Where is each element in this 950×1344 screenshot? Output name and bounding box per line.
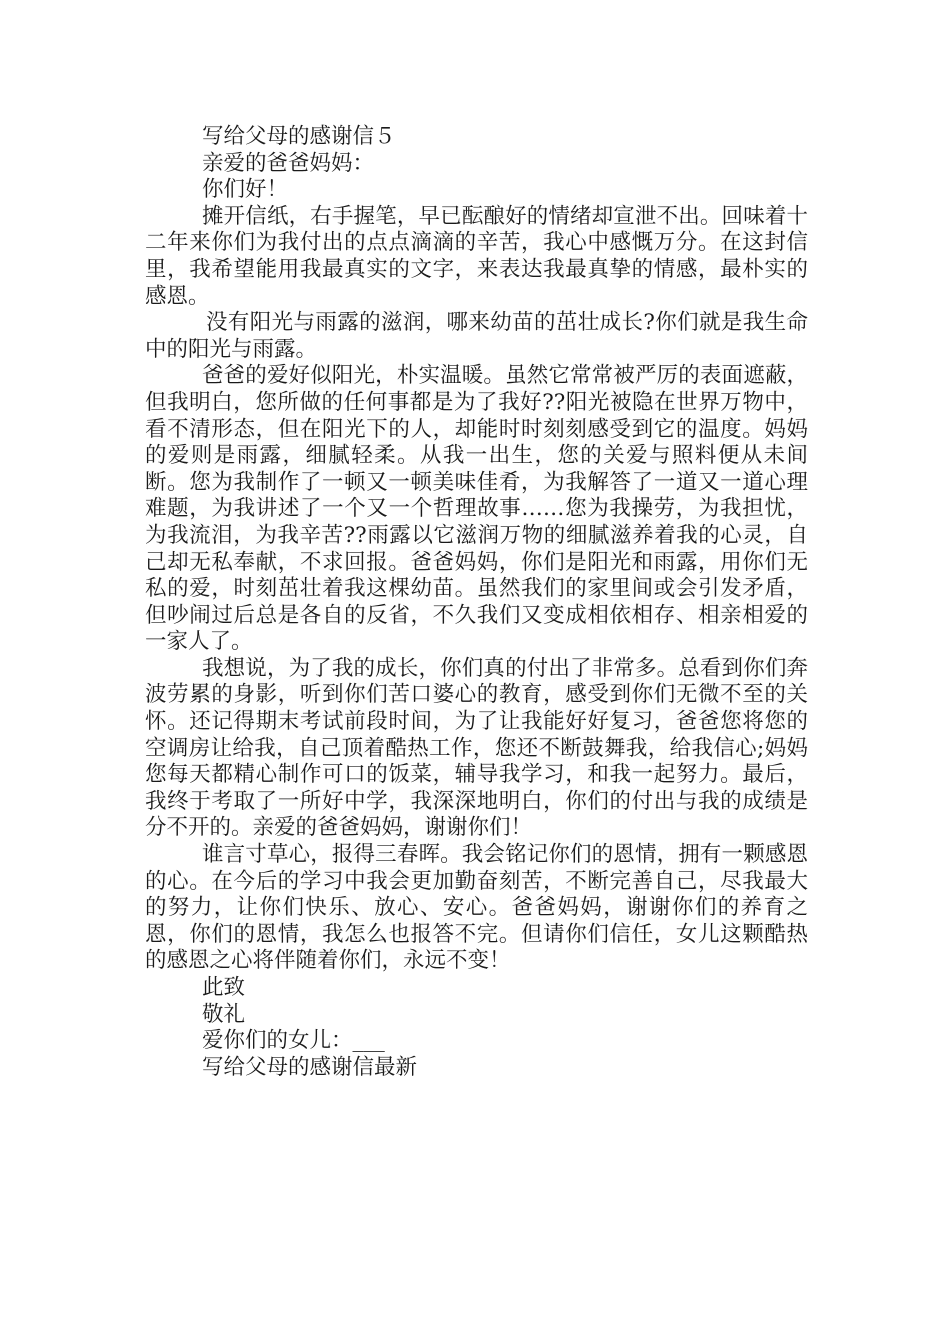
closing-respectfully: 此致 xyxy=(202,975,246,1000)
salutation: 亲爱的爸爸妈妈： xyxy=(202,150,375,176)
closing-salute: 敬礼 xyxy=(202,1001,246,1027)
paragraph-3: 爸爸的爱好似阳光，朴实温暖。虽然它常常被严厉的表面遮蔽，但我明白，您所做的任何事都是为了我好??阳光被隐在世界万物中，看不清形态，但在阳光下的人，却能时时刻刻感受到它的温度。妈妈的爱则是雨露，细腻轻柔。从我一出生，您的关爱与照料便从未间断。您为我制作了一顿又一顿美味佳肴，为我解答了一道又一道心理难题，为我讲述了一个又一个哲理故事……您为我操劳，为我担忧，为我流泪，为我辛苦??雨露以它滋润万物的细腻滋养着我的心灵，自己却无私奉献，不求回报。爸爸妈妈，你们是阳光和雨露，用你们无私的爱，时刻茁壮着我这棵幼苗。虽然我们的家里间或会引发矛盾，但吵闹过后总是各自的反省，不久我们又变成相依相存、相亲相爱的一家人了。 xyxy=(145,363,808,655)
next-letter-title: 写给父母的感谢信最新 xyxy=(202,1054,418,1080)
paragraph-4: 我想说，为了我的成长，你们真的付出了非常多。总看到你们奔波劳累的身影，听到你们苦口婆心的教育，感受到你们无微不至的关怀。还记得期末考试前段时间，为了让我能好好复习，爸爸您将您的空调房让给我，自己顶着酷热工作，您还不断鼓舞我，给我信心;妈妈您每天都精心制作可口的饭菜，辅导我学习，和我一起努力。最后，我终于考取了一所好中学，我深深地明白，你们的付出与我的成绩是分不开的。亲爱的爸爸妈妈，谢谢你们！ xyxy=(145,655,808,841)
greeting: 你们好！ xyxy=(202,177,289,203)
signature: 爱你们的女儿：___ xyxy=(202,1028,385,1054)
letter-title: 写给父母的感谢信５ xyxy=(202,124,396,149)
paragraph-5: 谁言寸草心，报得三春晖。我会铭记你们的恩情，拥有一颗感恩的心。在今后的学习中我会更加勤奋刻苦，不断完善自己，尽我最大的努力，让你们快乐、放心、安心。爸爸妈妈，谢谢你们的养育之恩，你们的恩情，我怎么也报答不完。但请你们信任，女儿这颗酷热的感恩之心将伴随着你们，永远不变！ xyxy=(145,842,808,974)
letter-document xyxy=(145,124,808,1081)
paragraph-2: 没有阳光与雨露的滋润，哪来幼苗的茁壮成长?你们就是我生命中的阳光与雨露。 xyxy=(145,310,808,362)
paragraph-1: 摊开信纸，右手握笔，早已酝酿好的情绪却宣泄不出。回味着十二年来你们为我付出的点点滴滴的辛苦，我心中感慨万分。在这封信里，我希望能用我最真实的文字，来表达我最真挚的情感，最朴实的感恩。 xyxy=(145,203,808,309)
